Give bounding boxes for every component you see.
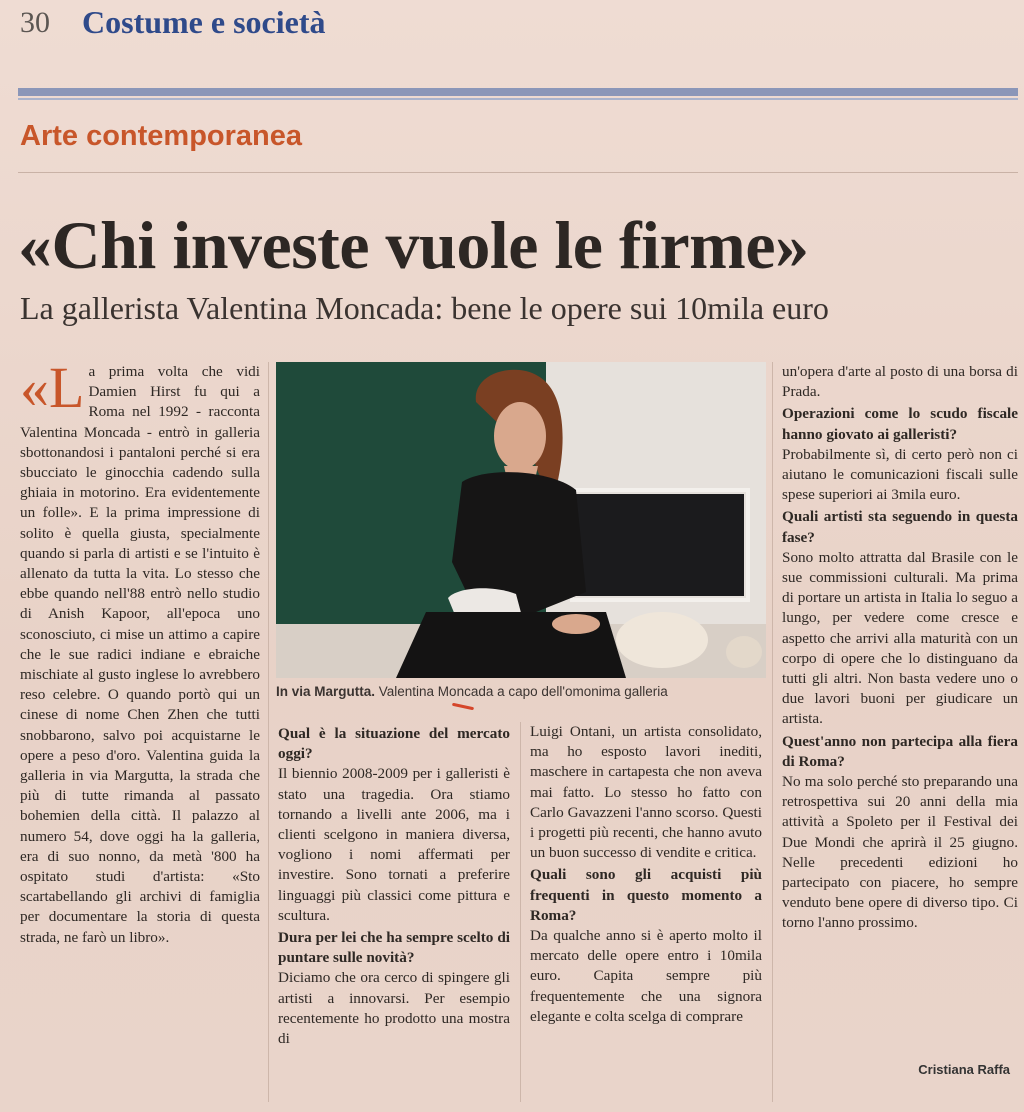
page-number: 30: [20, 6, 50, 39]
answer: Da qualche anno si è aperto molto il mercato delle opere entro i 10mila euro. Capita sempre più frequentemente che una signora elegante e colta scelga di comprare: [530, 927, 762, 1025]
subheadline: La gallerista Valentina Moncada: bene le opere sui 10mila euro: [20, 290, 829, 326]
answer: un'opera d'arte al posto di una borsa di Prada.: [782, 363, 1018, 401]
question: Qual è la situazione del mercato oggi?: [278, 725, 510, 763]
caption-bold: In via Margutta.: [276, 684, 376, 699]
article-column-2: [278, 722, 510, 1049]
answer: Diciamo che ora cerco di spingere gli artisti a innovarsi. Per esempio recentemente ho prodotto una mostra di: [278, 969, 510, 1048]
caption-text: Valentina Moncada a capo dell'omonima galleria: [375, 684, 668, 699]
header-band-thin: [18, 98, 1018, 100]
column-divider: [520, 722, 521, 1102]
article-column-3: [530, 722, 762, 1027]
question: Operazioni come lo scudo fiscale hanno giovato ai galleristi?: [782, 405, 1018, 443]
photo-caption: [276, 684, 668, 699]
photo-illustration: [276, 362, 766, 678]
question: Quali sono gli acquisti più frequenti in questo momento a Roma?: [530, 866, 762, 924]
column-divider: [772, 362, 773, 1102]
answer: Sono molto attratta dal Brasile con le sue commissioni culturali. Ma prima di portare un artista in Italia lo seguo a lungo, per vedere come cresce e aspetto che arrivi alla maturità con un corpo di opere che lo distinguano da tutti gli altri. Non basta vedere uno o due lavori buoni per giudicare un artista.: [782, 548, 1018, 728]
answer: Probabilmente sì, di certo però non ci aiutano le comunicazioni fiscali sulle spese superiori ai 3mila euro.: [782, 445, 1018, 504]
kicker: Arte contemporanea: [20, 120, 303, 152]
article-photo: [276, 362, 766, 678]
drop-cap: «L: [20, 355, 85, 420]
article-paragraph: a prima volta che vidi Damien Hirst fu qui a Roma nel 1992 - racconta Valentina Moncada - entrò in galleria sbottonandosi i pantaloni perché si era sbucciato le ginocchia cadendo sulla ghiaia in motorino. Era evidentemente un folle». E la prima impressione di solito è quella giusta, specialmente quando si parla di artisti e se l'intuito è allenato da tutta la vita. Lo stesso che ebbe quando nell'88 entrò nello studio di Anish Kapoor, all'epoca uno sconosciuto, ci mise un attimo a capire che le sue radici indiane e ebraiche mischiate al gusto inglese lo avrebbero reso celebre. O quando portò qui un cinese di nome Chen Zhen che tutti snobbarono, salvo poi acquistarne le opere a peso d'oro. Valentina guida la galleria in via Margutta, la strada che più di tutte rimanda al passato bohemien della città. Il palazzo al numero 54, dove oggi ha la galleria, era di suo nonno, da metà '800 ha ospitato studi d'artista: «Sto scartabellando gli archivi di famiglia per documentare la storia di questa strada, ne farò un libro».: [20, 363, 260, 946]
article-column-4: [782, 362, 1018, 934]
column-divider: [268, 362, 269, 1102]
question: Quest'anno non partecipa alla fiera di Roma?: [782, 732, 1018, 770]
answer: No ma solo perché sto preparando una retrospettiva sui 20 anni della mia attività a Spoleto per il Festival dei Due Mondi che aprirà il 25 giugno. Nelle precedenti edizioni ho partecipato con piacere, ho sempre venduto bene opere di diverso tipo. Ci torno l'anno prossimo.: [782, 773, 1018, 932]
question: Dura per lei che ha sempre scelto di puntare sulle novità?: [278, 929, 510, 967]
question: Quali artisti sta seguendo in questa fase?: [782, 508, 1018, 546]
section-title: Costume e società: [82, 4, 326, 40]
byline: Cristiana Raffa: [918, 1062, 1010, 1077]
header-band: [18, 88, 1018, 96]
answer: Il biennio 2008-2009 per i galleristi è stato una tragedia. Ora stiamo tornando a livelli ante 2006, ma i clienti scelgono in maniera diversa, vogliono i nomi affermati per investire. Sono tornati a preferire linguaggi più classici come pittura e scultura.: [278, 765, 510, 924]
answer: Luigi Ontani, un artista consolidato, ma ho esposto lavori inediti, maschere in cartapesta che non aveva mai fatto. Lo stesso ho fatto con Carlo Gavazzeni l'anno scorso. Questi i progetti più recenti, che hanno avuto un buon successo di vendite e critica.: [530, 723, 762, 862]
article-column-1: [20, 355, 260, 948]
divider: [18, 172, 1018, 173]
red-pen-mark: [452, 703, 474, 711]
headline: «Chi investe vuole le firme»: [18, 207, 809, 283]
